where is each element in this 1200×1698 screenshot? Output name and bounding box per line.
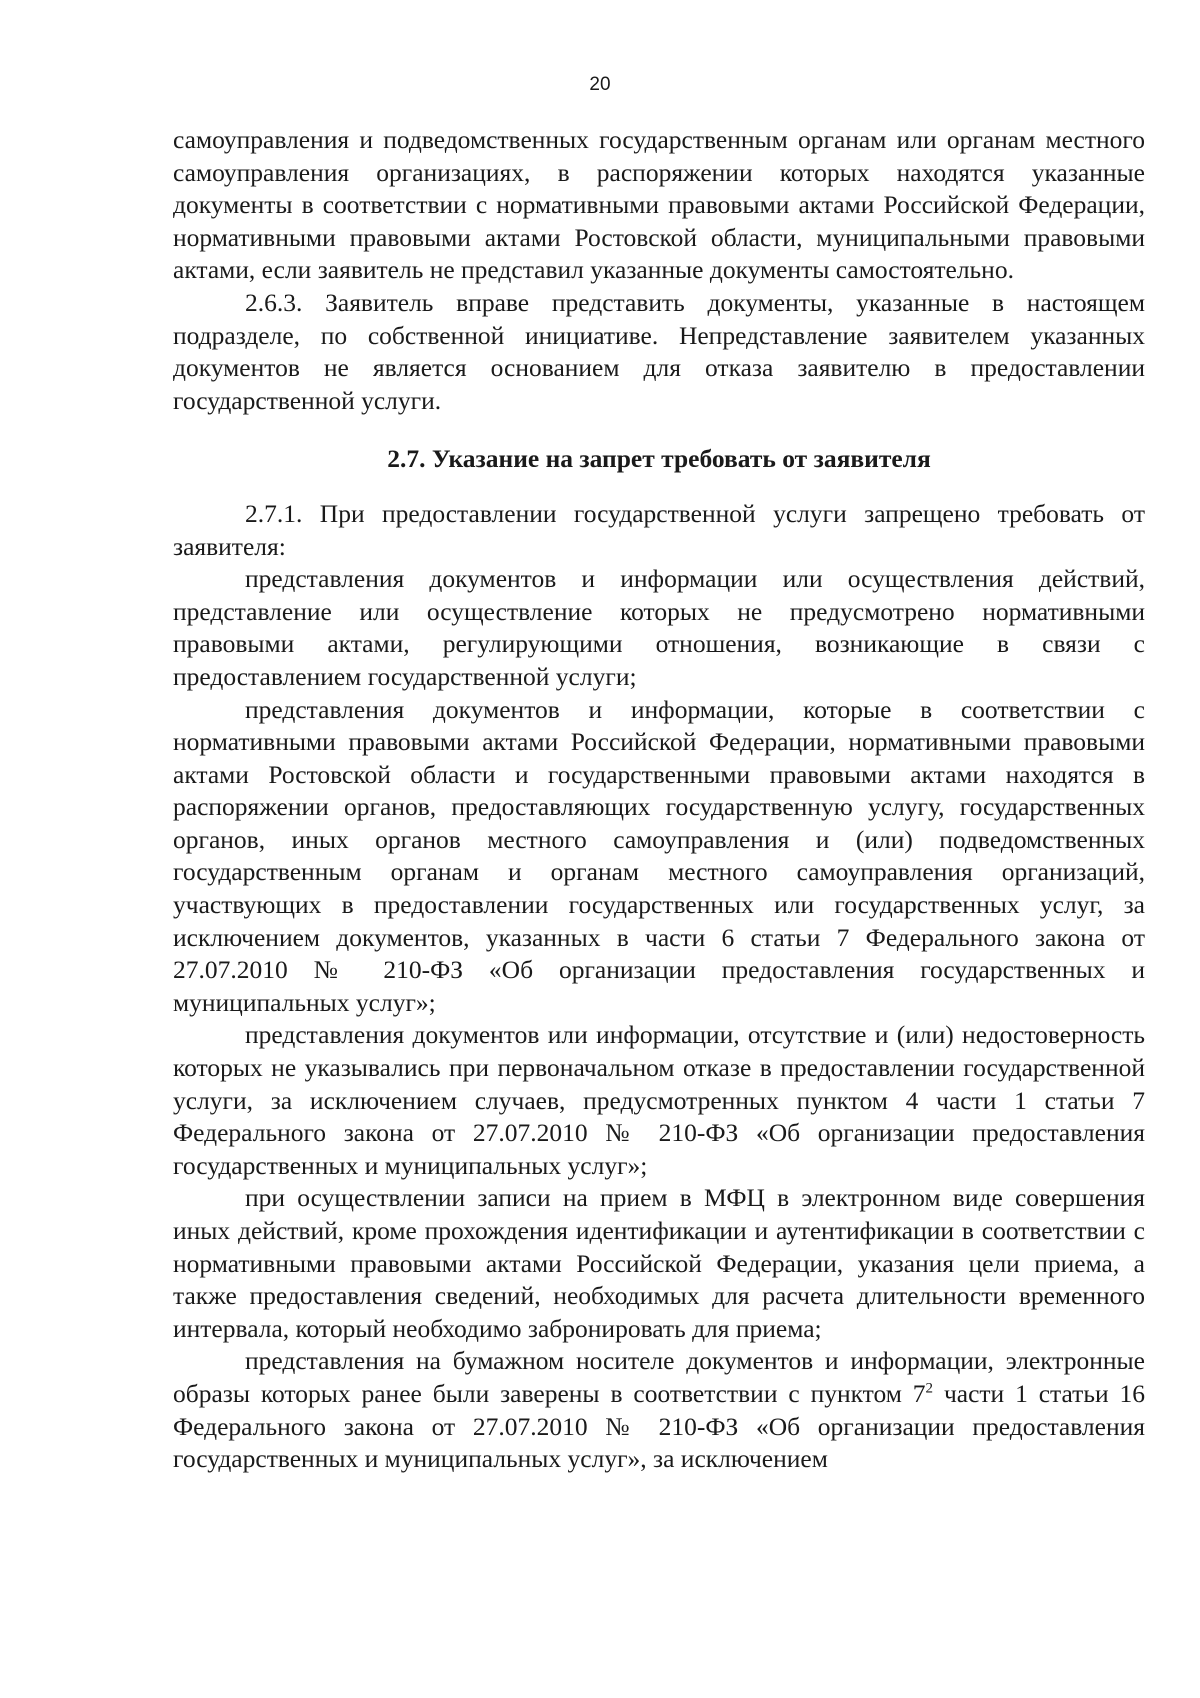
- section-heading-2-7: 2.7. Указание на запрет требовать от заявителя: [387, 444, 931, 474]
- list-item-3: представления документов или информации, отсутствие и (или) недостоверность которых не указывались при первоначальном отказе в предоставлении государственной услуги, за исключением случаев, предусмотренных пунктом 4 части 1 статьи 7 Федерального закона от 27.07.2010 № 210-ФЗ «Об организации предоставления государственных и муниципальных услуг»;: [173, 1020, 1145, 1180]
- list-item-4: при осуществлении записи на прием в МФЦ в электронном виде совершения иных действий, кроме прохождения идентификации и аутентификации в соответствии с нормативными правовыми актами Российской Федерации, указания цели приема, а также предоставления сведений, необходимых для расчета длительности временного интервала, который необходимо забронировать для приема;: [173, 1183, 1145, 1343]
- list-item-5: [173, 1345, 1145, 1475]
- list-item-1: представления документов и информации или осуществления действий, представление или осуществление которых не предусмотрено нормативными правовыми актами, регулирующими отношения, возникающие в связи с предоставлением государственной услуги;: [173, 564, 1145, 691]
- document-body: [173, 124, 1145, 1476]
- paragraph-2-7-1: 2.7.1. При предоставлении государственной услуги запрещено требовать от заявителя:: [173, 498, 1145, 561]
- list-item-5-text-a: представления на бумажном носителе документов и информации, электронные образы которых ранее были заверены в соответствии с пунктом 7: [173, 1346, 1145, 1408]
- list-item-5-text-b: части 1 статьи 16 Федерального закона от 27.07.2010 № 210-ФЗ «Об организации предоставления государственных и муниципальных услуг», за исключением: [173, 1378, 1145, 1474]
- list-item-2: представления документов и информации, которые в соответствии с нормативными правовыми актами Российской Федерации, нормативными правовыми актами Ростовской области и государственными правовыми актами находятся в распоряжении органов, предоставляющих государственную услугу, государственных органов, иных органов местного самоуправления и (или) подведомственных государственным органам и органам местного самоуправления организаций, участвующих в предоставлении государственных или государственных услуг, за исключением документов, указанных в части 6 статьи 7 Федерального закона от 27.07.2010 № 210-ФЗ «Об организации предоставления государственных и муниципальных услуг»;: [173, 694, 1145, 1017]
- paragraph-continuation: самоуправления и подведомственных государственным органам или органам местного самоуправления организациях, в распоряжении которых находятся указанные документы в соответствии с нормативными правовыми актами Российской Федерации, нормативными правовыми актами Ростовской области, муниципальными правовыми актами, если заявитель не представил указанные документы самостоятельно.: [173, 125, 1145, 285]
- paragraph-2-6-3: 2.6.3. Заявитель вправе представить документы, указанные в настоящем подразделе, по собственной инициативе. Непредставление заявителем указанных документов не является основанием для отказа заявителю в предоставлении государственной услуги.: [173, 287, 1145, 415]
- page-number: 20: [589, 74, 611, 95]
- superscript-2: 2: [925, 1380, 934, 1397]
